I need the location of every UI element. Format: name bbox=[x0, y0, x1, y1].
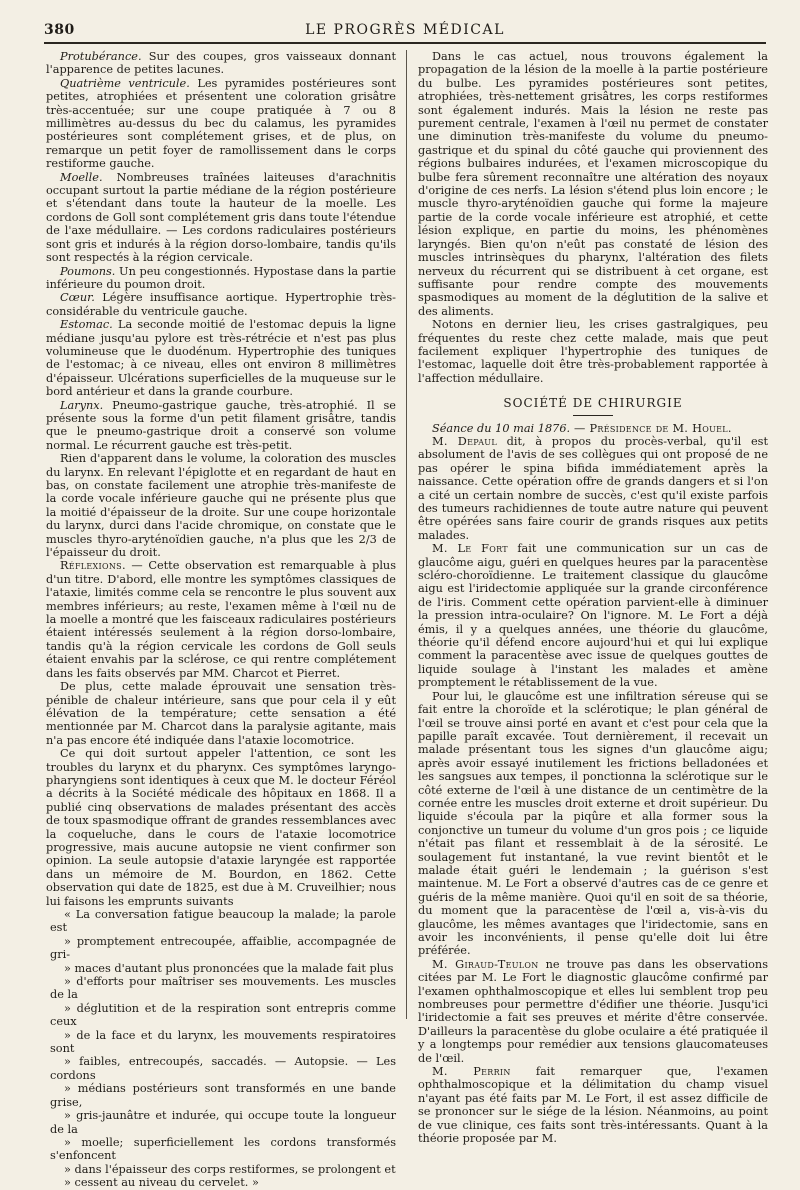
left-column bbox=[46, 50, 397, 1190]
column-divider bbox=[406, 50, 407, 1019]
paragraph-lead: Protubérance. bbox=[60, 50, 142, 63]
quote-line: » médians postérieurs sont transformés en une bande grise, bbox=[50, 1082, 396, 1109]
paragraph-lead: Poumons. bbox=[60, 264, 116, 278]
paragraph-lead: Moelle. bbox=[60, 170, 103, 184]
quote-line: » dans l'épaisseur des corps restiformes, se prolongent et bbox=[64, 1162, 396, 1176]
paragraph-text: La seconde moitié de l'estomac depuis la ligne médiane jusqu'au pylore est très-rétrécie et n'est pas plus volumineuse que le duodénum. Hypertrophie des tuniques de l'estomac; à ce niveau, elles ont environ 8 millimètres d'épaisseur. Ulcérations superficielles de la muqueuse sur le bord antérieur et dans la grande courbure. bbox=[46, 318, 396, 399]
paragraph-text: fait une communication sur un cas de glaucôme aigu, guéri en quelques heures par la paracentèse scléro-choroïdienne. Le traitement classique du glaucôme aigu est l'iridectomie appliquée sur la grande circonférence de l'iris. Comment cette opération parvient-elle à diminuer la pression intra-oculaire? On l'ignore. M. Le Fort a déjà émis, il y a quelques années, une théorie du glaucôme, théorie qu'il défend encore aujourd'hui et qui lui explique comment la paracentèse avec issue de quelques gouttes de liquide soulage à l'instant les malades et amène promptement le rétablissement de la vue. bbox=[418, 542, 768, 690]
paragraph bbox=[46, 50, 396, 77]
paragraph bbox=[418, 690, 768, 958]
paragraph bbox=[418, 50, 768, 318]
speaker-name: M. Le Fort bbox=[432, 542, 508, 556]
paragraph-text: Rien d'apparent dans le volume, la coloration des muscles du larynx. En relevant l'épiglotte et en regardant de haut en bas, on constate facilement une atrophie très-manifeste de la corde vocale inférieure gauche qui ne présente plus que la moitié d'épaisseur de la droite. Sur une coupe horizontale du larynx, durci dans l'acide chromique, on constate que le muscles thyro-aryténoïdien gauche, n'a plus que les 2/3 de l'épaisseur du droit. bbox=[46, 452, 396, 560]
section-title: SOCIÉTÉ DE CHIRURGIE bbox=[418, 397, 768, 415]
quote-line: » d'efforts pour maîtriser ses mouvements. Les muscles de la bbox=[50, 975, 396, 1002]
paragraph-text: Nombreuses traînées laiteuses d'arachnitis occupant surtout la partie médiane de la région postérieure et s'étendant dans toute la hauteur de la moelle. Les cordons de Goll sont complétement gris dans toute l'étendue de l'axe médullaire. — Les cordons radiculaires postérieurs sont gris et indurés à la région dorso-lombaire, tandis qu'ils sont respectés à la région cervicale. bbox=[46, 170, 396, 265]
paragraph-lead: Estomac. bbox=[60, 318, 113, 332]
journal-title: LE PROGRÈS MÉDICAL bbox=[305, 22, 505, 38]
paragraph bbox=[46, 680, 396, 747]
paragraph-text: Pneumo-gastrique gauche, très-atrophié. Il se présente sous la forme d'un petit filament grisâtre, tandis que le pneumo-gastrique droit a conservé son volume normal. Le récurrent gauche est très-petit. bbox=[46, 398, 396, 452]
quote-line: » maces d'autant plus prononcées que la malade fait plus bbox=[64, 961, 394, 975]
paragraph-lead: Larynx. bbox=[60, 398, 104, 412]
paragraph bbox=[46, 291, 396, 318]
paragraph-text: De plus, cette malade éprouvait une sensation très-pénible de chaleur intérieure, sans que pour cela il y eût élévation de la température; cette sensation a été mentionnée par M. Charcot dans la paralysie agitante, mais n'a pas encore été indiquée dans l'ataxie locomotrice. bbox=[46, 680, 396, 747]
quote-line: » gris-jaunâtre et indurée, qui occupe toute la longueur de la bbox=[50, 1109, 396, 1136]
quote-line: » de la face et du larynx, les mouvements respiratoires sont bbox=[50, 1028, 396, 1056]
paragraph-lead: Quatrième ventricule. bbox=[60, 76, 190, 90]
paragraph-text: ne trouve pas dans les observations citées par M. Le Fort le diagnostic glaucôme confirmé par l'examen ophthalmoscopique et elles lui semblent trop peu nombreuses pour permettre d'édifier une théorie. Jusqu'ici l'iridectomie a fait ses preuves et mérite d'être conservée. D'ailleurs la paracentèse du globe oculaire a été pratiquée il y a longtemps pour remédier aux tensions glaucomateuses de l'œil. bbox=[418, 957, 768, 1065]
header-rule bbox=[44, 42, 766, 44]
speaker-name: M. Depaul bbox=[432, 434, 497, 448]
paragraph-text: — Cette observation est remarquable à plus d'un titre. D'abord, elle montre les symptômes classiques de l'ataxie, limités comme cela se rencontre le plus souvent aux membres inférieurs; au reste, l'examen même à l'œil nu de la moelle a montré que les faisceaux radiculaires postérieurs étaient intéressés seulement à la région dorso-lombaire, tandis qu'à la région cervicale les cordons de Goll seuls étaient envahis par la sclérose, ce qui rentre complétement dans les faits observés par MM. Charcot et Pierret. bbox=[46, 559, 396, 680]
paragraph bbox=[418, 958, 768, 1065]
paragraph-text: Dans le cas actuel, nous trouvons également la propagation de la lésion de la moelle à la partie postérieure du bulbe. Les pyramides postérieures sont petites, atrophiées, très-nettement grisâtres, les corps restiformes sont également indurés. Mais la lésion ne reste pas purement centrale, l'examen à l'œil nu permet de constater une diminution très-manifeste du volume du pneumo-gastrique et du spinal du côté gauche qui proviennent des régions bulbaires indurées, et l'examen microscopique du bulbe fera sûrement reconnaître une altération des noyaux d'origine de ces nerfs. La lésion s'étend plus loin encore ; le muscle thyro-aryténoïdien gauche qui forme la majeure partie de la corde vocale inférieure est atrophié, et cette lésion explique, en partie du moins, les phénomènes laryngés. Bien qu'on n'eût pas constaté de lésion des muscles intrinsèques du pharynx, l'altération des filets nerveux du récurrent qui se distribuent à cet organe, est suffisante pour rendre compte des mouvements spasmodiques au moment de la déglutition de la salive et des aliments. bbox=[418, 50, 768, 318]
session-line bbox=[418, 422, 768, 435]
quote-line: » faibles, entrecoupés, saccadés. — Autopsie. — Les cordons bbox=[50, 1055, 396, 1082]
paragraph-text: Un peu congestionnés. Hypostase dans la partie inférieure du poumon droit. bbox=[46, 264, 396, 291]
paragraph bbox=[46, 399, 396, 453]
paragraph-lead: Cœur. bbox=[60, 291, 95, 305]
paragraph-lead: Réflexions. bbox=[60, 559, 126, 573]
paragraph-text: Les pyramides postérieures sont petites, atrophiées et présentent une coloration grisâtre très-accentuée; sur une coupe pratiquée à 7 ou 8 millimètres au-dessus du bec du calamus, les pyramides postérieures sont complétement grises, et de plus, on remarque un petit foyer de ramollissement dans le corps restiforme gauche. bbox=[46, 76, 397, 171]
paragraph bbox=[418, 542, 768, 689]
session-date: Séance du 10 mai 1876. bbox=[432, 421, 571, 435]
paragraph-text: dit, à propos du procès-verbal, qu'il est absolument de l'avis de ses collègues qui ont proposé de ne pas opérer le spina bifida immédiatement après la naissance. Cette opération offre de grands dangers et si l'on a cité un certain nombre de succès, c'est qu'il existe parfois des tumeurs rachidiennes de toute autre nature qui peuvent être opérées sans faire courir de grands risques aux petits malades. bbox=[418, 434, 768, 542]
paragraph bbox=[46, 318, 396, 398]
paragraph bbox=[46, 171, 396, 265]
paragraph bbox=[46, 559, 396, 680]
paragraph bbox=[418, 318, 768, 385]
speaker-name: M. Perrin bbox=[432, 1065, 511, 1079]
paragraph-text: Notons en dernier lieu, les crises gastralgiques, peu fréquentes du reste chez cette malade, mais que peut facilement expliquer l'hypertrophie des tuniques de l'estomac, laquelle doit être très-probablement rapportée à l'affection médullaire. bbox=[418, 318, 768, 385]
quote-line: » moelle; superficiellement les cordons transformés s'enfoncent bbox=[50, 1135, 396, 1163]
page-number: 380 bbox=[44, 22, 75, 38]
paragraph-text: Légère insuffisance aortique. Hypertrophie très-considérable du ventricule gauche. bbox=[46, 291, 396, 318]
paragraph bbox=[418, 1065, 768, 1145]
page-header bbox=[44, 20, 766, 42]
paragraph bbox=[418, 435, 768, 542]
paragraph-text: Ce qui doit surtout appeler l'attention, ce sont les troubles du larynx et du pharynx. Ces symptômes laryngo-pharyngiens sont identiques à ceux que M. le docteur Féréol a décrits à la Société médicale des hôpitaux en 1868. Il a publié cinq observations de malades présentant des accès de toux spasmodique offrant de grandes ressemblances avec la coqueluche, dans le cours de l'ataxie locomotrice progressive, mais aucune autopsie ne vient confirmer son opinion. La seule autopsie d'ataxie laryngée est rapportée dans un mémoire de M. Bourdon, en 1862. Cette observation qui date de 1825, est due à M. Cruveilhier; nous lui faisons les emprunts suivants bbox=[46, 747, 396, 908]
right-column bbox=[418, 50, 768, 1146]
paragraph bbox=[46, 452, 396, 559]
speaker-name: M. Giraud-Teulon bbox=[432, 957, 539, 971]
quote-line: » promptement entrecoupée, affaiblie, accompagnée de gri- bbox=[50, 934, 396, 962]
paragraph bbox=[46, 265, 396, 292]
paragraph bbox=[46, 77, 396, 171]
paragraph-text: fait remarquer que, l'examen ophthalmoscopique et la délimitation du champ visuel n'ayant pas été faits par M. Le Fort, il est assez difficile de se prononcer sur le siége de la lésion. Néanmoins, au point de vue clinique, ces faits sont très-intéressants. Quant à la théorie proposée par M. bbox=[418, 1065, 768, 1146]
quote-line: « La conversation fatigue beaucoup la malade; la parole est bbox=[50, 908, 396, 935]
paragraph bbox=[46, 747, 396, 908]
paragraph-text: Sur des coupes, gros vaisseaux donnant l'apparence de petites lacunes. bbox=[46, 50, 396, 77]
quote-line: » déglutition et de la respiration sont entrepris comme ceux bbox=[50, 1001, 396, 1029]
paragraph-text: Pour lui, le glaucôme est une infiltration séreuse qui se fait entre la choroïde et la sclérotique; le plan général de l'œil se trouve ainsi porté en avant et c'est pour cela que la papille paraît excavée. Tout dernièrement, il recevait un malade présentant tous les signes d'un glaucôme aigu; après avoir essayé inutilement les frictions belladonées et les sangsues aux tempes, il ponctionna la sclérotique sur le côté externe de l'œil à une distance de un centimètre de la cornée entre les muscles droit externe et droit supérieur. Du liquide s'écoula par la piqûre et alla former sous la conjonctive un tumeur du volume d'un gros pois ; ce liquide n'était pas filant et ressemblait à de la sérosité. Le soulagement fut instantané, la vue revint bientôt et le malade était guéri le lendemain ; la guérison s'est maintenue. M. Le Fort a observé d'autres cas de ce genre et guéris de la même manière. Quoi qu'il en soit de sa théorie, du moment que la paracentèse de l'œil a, vis-à-vis du glaucôme, les mêmes avantages que l'iridectomie, sans en avoir les inconvénients, il pense qu'elle doit lui être préférée. bbox=[418, 689, 768, 958]
session-president: — Présidence de M. Houel. bbox=[570, 421, 732, 435]
quote-line: » cessent au niveau du cervelet. » bbox=[64, 1176, 259, 1190]
